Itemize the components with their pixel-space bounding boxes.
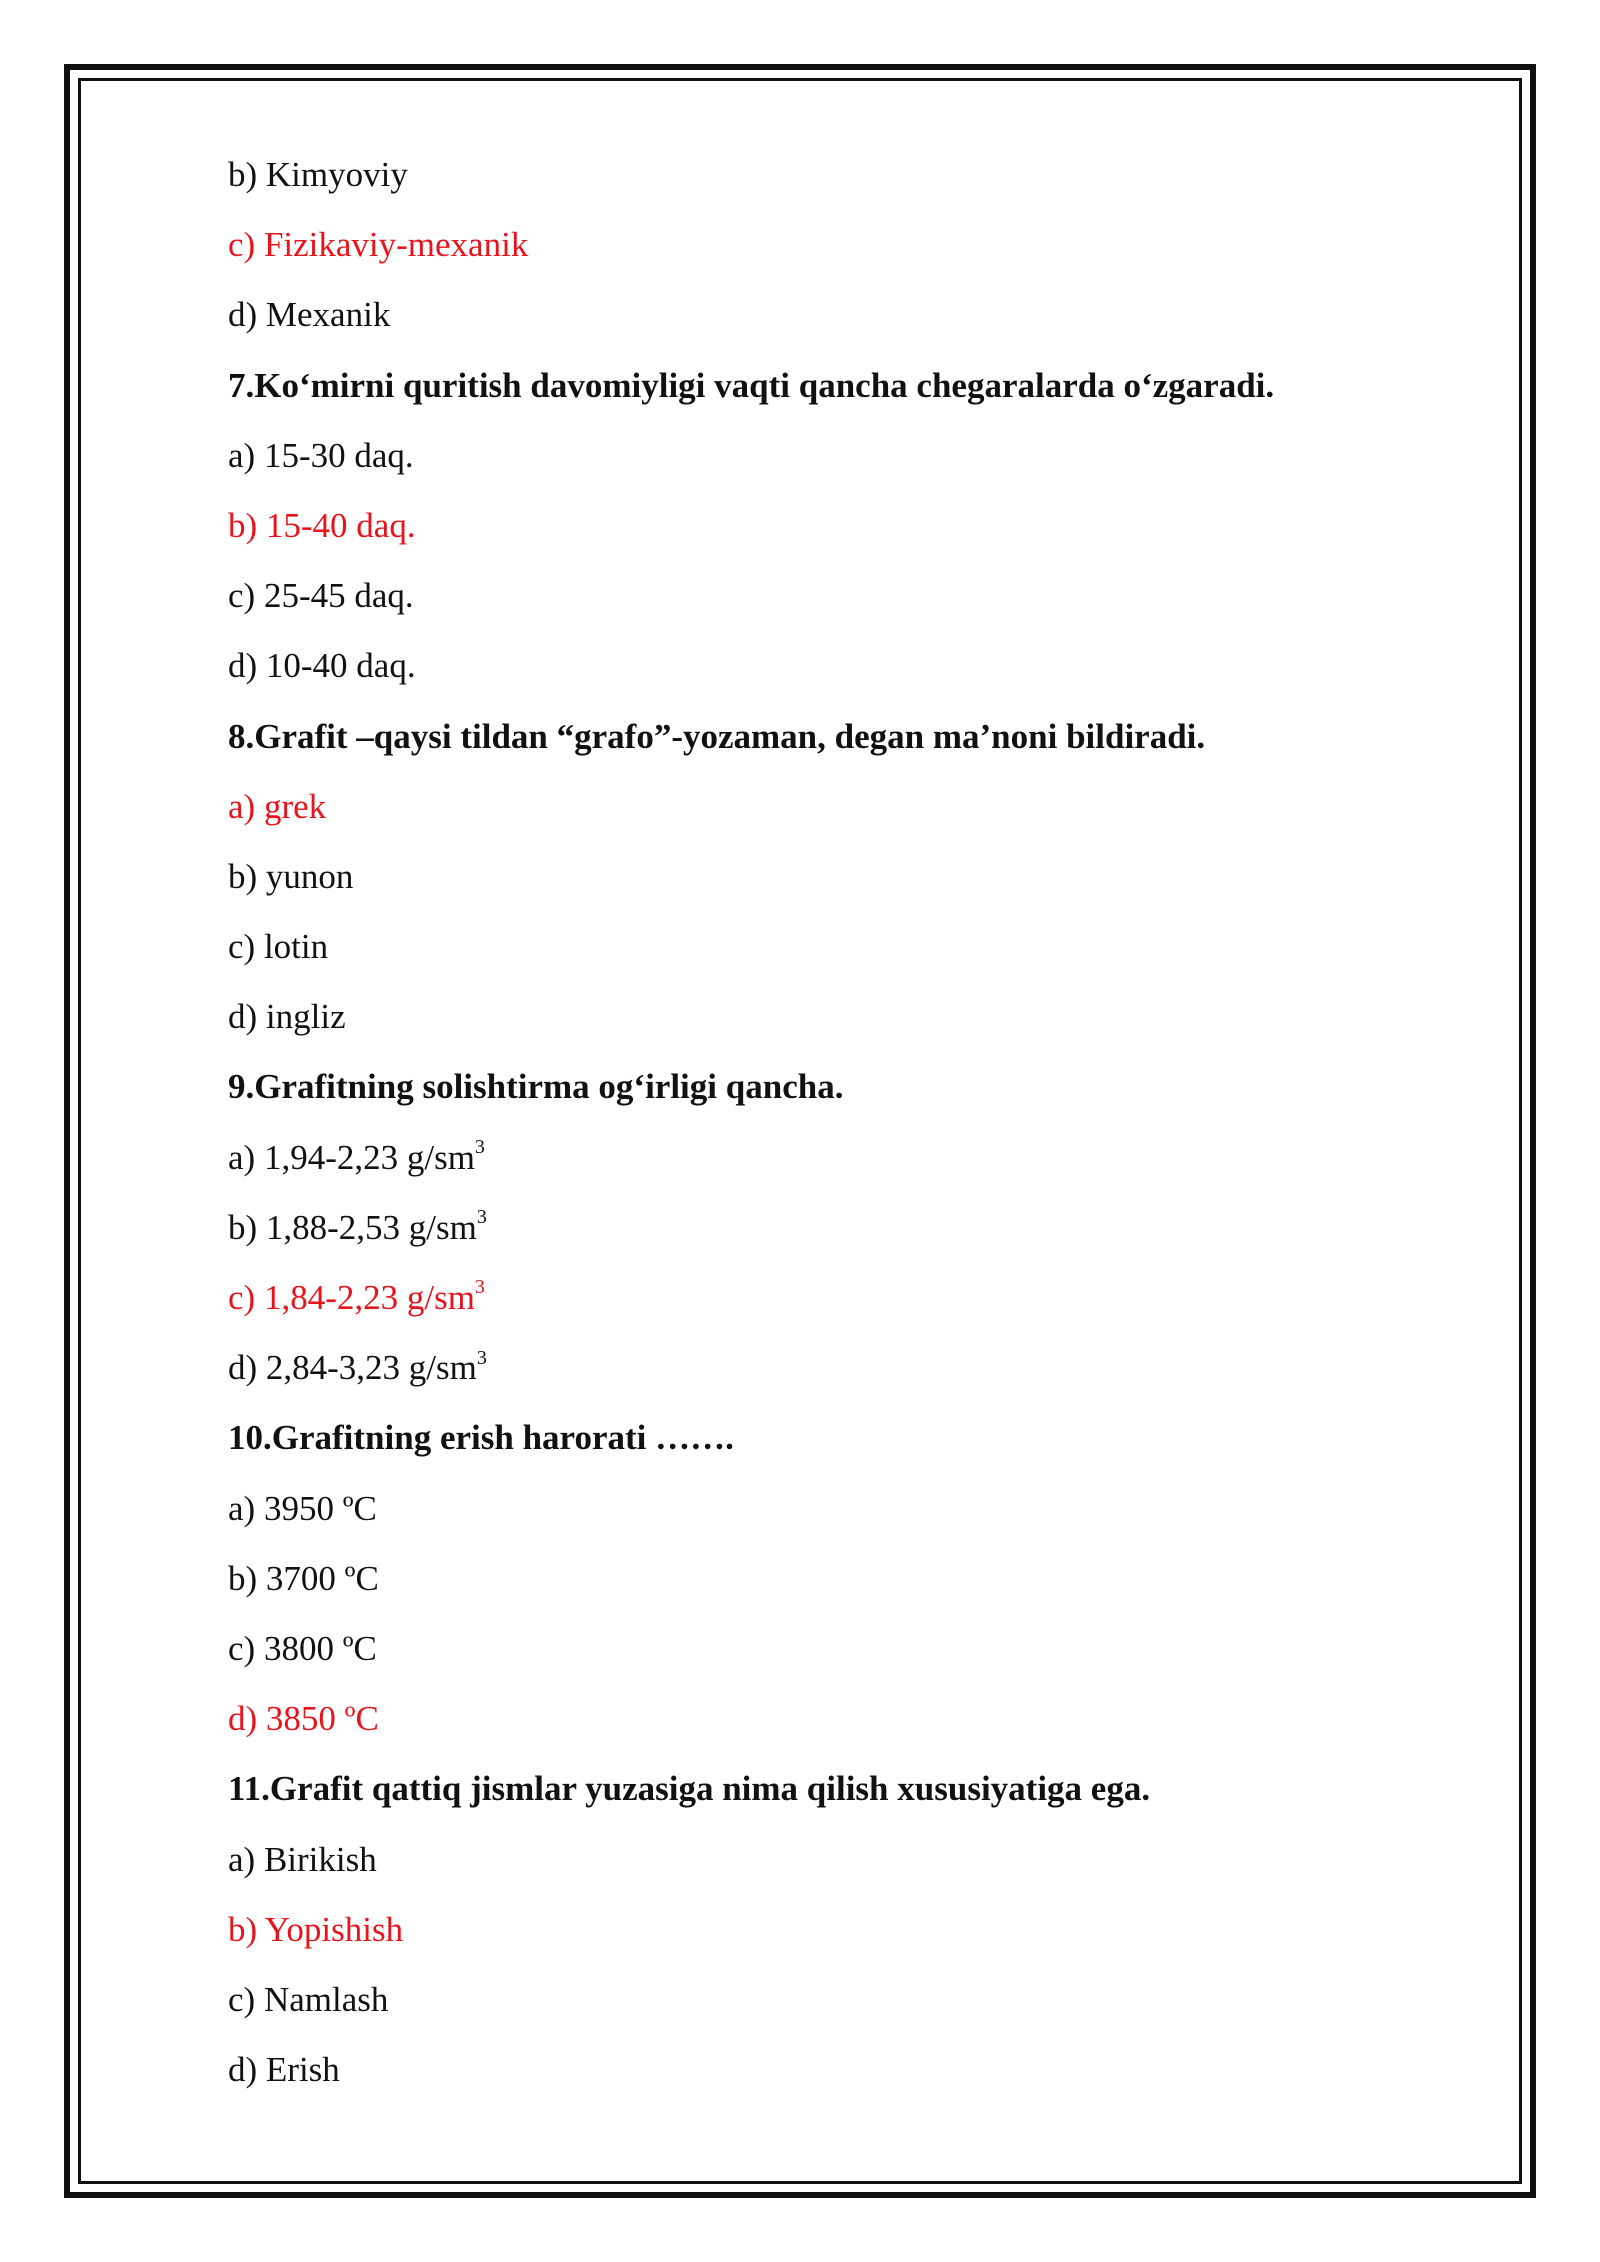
superscript: 3 (474, 1135, 485, 1158)
line-text: d) Mexanik (228, 295, 391, 335)
option-line (228, 429, 1428, 499)
line-text: 7.Ko‘mirni quritish davomiyligi vaqti qancha chegaralarda o‘zgaradi. (228, 365, 1275, 405)
line-text: c) Namlash (228, 1979, 389, 2019)
line-text: 8.Grafit –qaysi tildan “grafo”-yozaman, degan ma’noni bildiradi. (228, 716, 1206, 756)
option-line (228, 1271, 1428, 1341)
option-line (228, 1482, 1428, 1552)
option-line (228, 218, 1428, 288)
superscript: 3 (476, 1206, 487, 1229)
line-text: d) Erish (228, 2050, 340, 2090)
option-line (228, 1973, 1428, 2043)
option-line (228, 1341, 1428, 1411)
option-line (228, 1622, 1428, 1692)
line-text: d) 3850 ºC (228, 1699, 379, 1739)
option-line (228, 920, 1428, 990)
line-text: d) ingliz (228, 997, 346, 1037)
option-line (228, 1552, 1428, 1622)
option-line (228, 148, 1428, 218)
line-text: b) Yopishish (228, 1909, 404, 1949)
option-line (228, 2043, 1428, 2113)
line-text: a) grek (228, 786, 327, 826)
line-text: a) 3950 ºC (228, 1488, 377, 1528)
line-text: b) 15-40 daq. (228, 505, 416, 545)
line-text: c) Fizikaviy-mexanik (228, 225, 529, 265)
line-text: 10.Grafitning erish harorati ……. (228, 1418, 734, 1458)
superscript: 3 (476, 1346, 487, 1369)
option-line (228, 850, 1428, 920)
line-text: c) lotin (228, 927, 329, 967)
question-line (228, 1060, 1428, 1130)
superscript: 3 (474, 1276, 485, 1299)
option-line (228, 990, 1428, 1060)
line-text: 11.Grafit qattiq jismlar yuzasiga nima qilish xususiyatiga ega. (228, 1769, 1151, 1809)
option-line (228, 288, 1428, 358)
option-line (228, 499, 1428, 569)
option-line (228, 1201, 1428, 1271)
line-text: a) 1,94-2,23 g/sm (228, 1137, 475, 1177)
line-text: d) 10-40 daq. (228, 646, 416, 686)
question-line (228, 710, 1428, 780)
option-line (228, 1692, 1428, 1762)
line-text: b) 1,88-2,53 g/sm (228, 1207, 477, 1247)
option-line (228, 639, 1428, 709)
line-text: a) Birikish (228, 1839, 377, 1879)
option-line (228, 1833, 1428, 1903)
option-line (228, 1903, 1428, 1973)
line-text: b) 3700 ºC (228, 1558, 379, 1598)
line-text: c) 3800 ºC (228, 1628, 377, 1668)
question-line (228, 1411, 1428, 1481)
line-text: b) yunon (228, 856, 354, 896)
line-text: 9.Grafitning solishtirma og‘irligi qancha. (228, 1067, 844, 1107)
line-text: b) Kimyoviy (228, 155, 408, 194)
line-text: a) 15-30 daq. (228, 435, 414, 475)
question-line (228, 359, 1428, 429)
option-line (228, 780, 1428, 850)
question-line (228, 1762, 1428, 1832)
option-line (228, 1131, 1428, 1201)
line-text: c) 25-45 daq. (228, 576, 414, 616)
option-line (228, 569, 1428, 639)
line-text: c) 1,84-2,23 g/sm (228, 1278, 475, 1317)
line-text: d) 2,84-3,23 g/sm (228, 1348, 477, 1388)
quiz-content (228, 148, 1428, 2113)
